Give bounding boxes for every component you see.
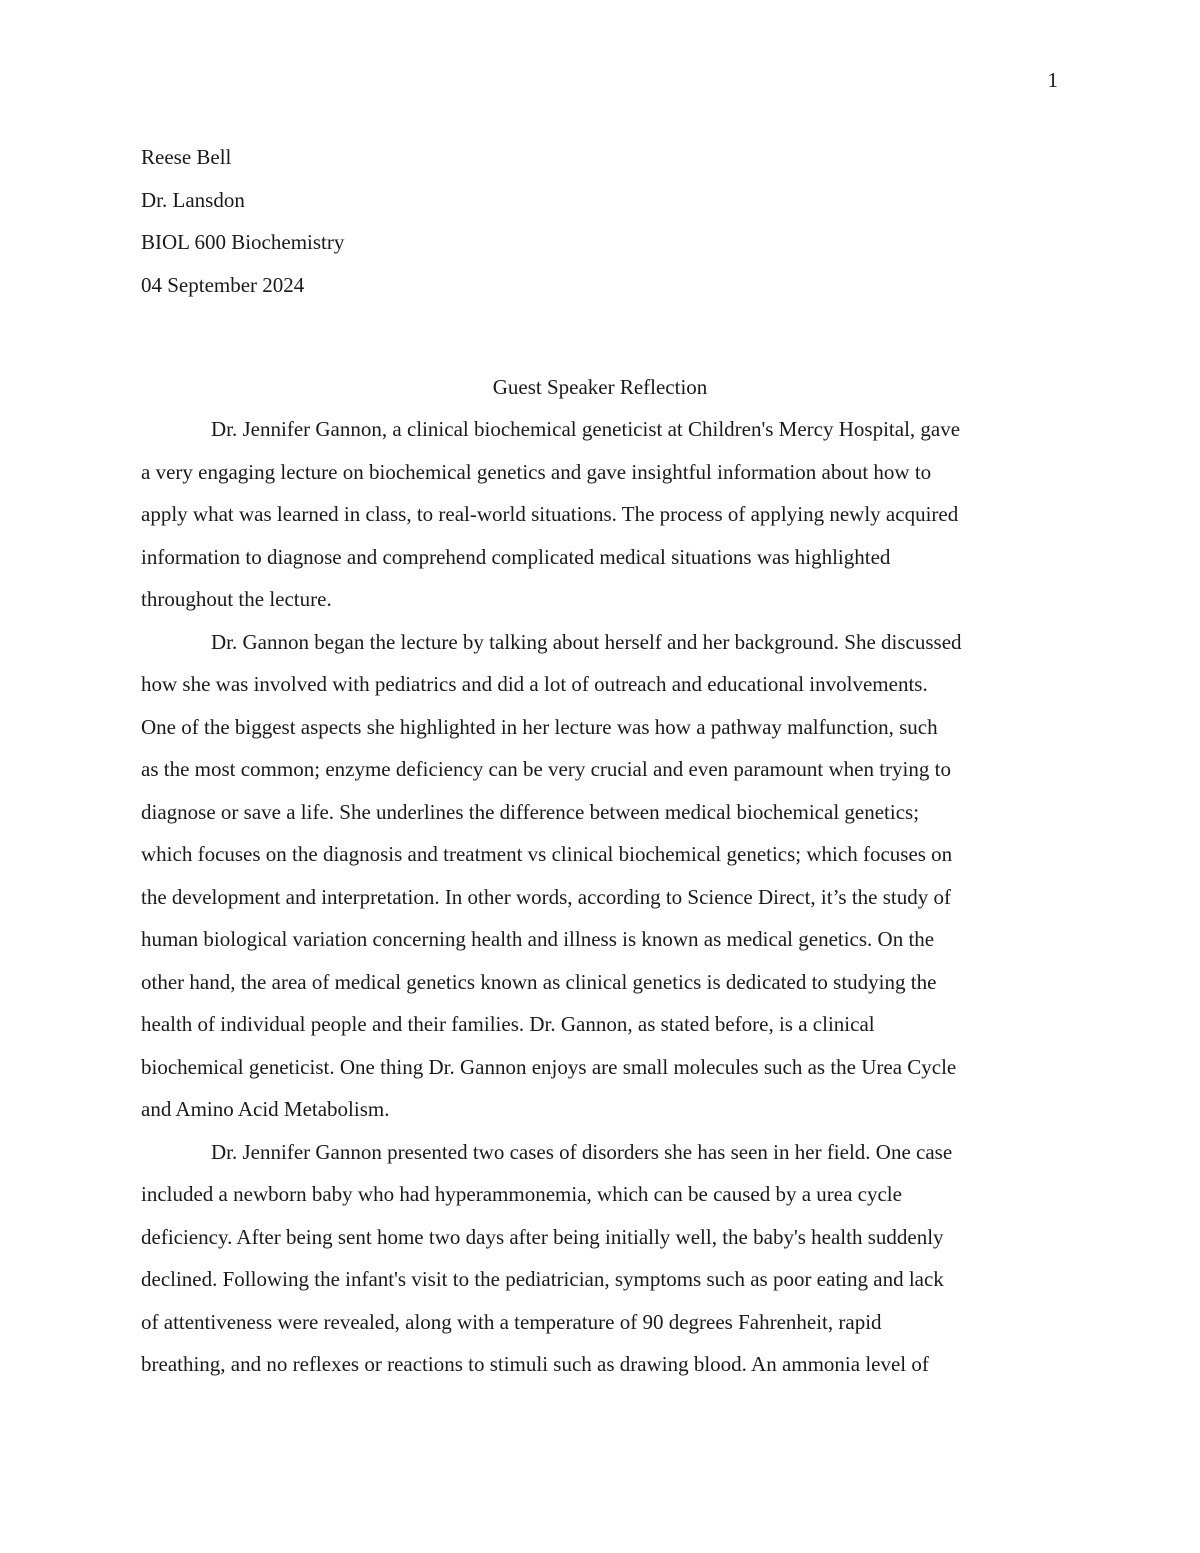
instructor-name: Dr. Lansdon xyxy=(141,187,245,212)
course-name: BIOL 600 Biochemistry xyxy=(141,230,345,254)
body-text-line: Dr. Jennifer Gannon, a clinical biochemical geneticist at Children's Mercy Hospital, gave xyxy=(211,417,961,441)
body-text-line: a very engaging lecture on biochemical genetics and gave insightful information about how to xyxy=(141,459,932,484)
page-number: 1 xyxy=(1047,68,1058,92)
body-text-line: biochemical geneticist. One thing Dr. Gannon enjoys are small molecules such as the Urea Cycle xyxy=(141,1054,957,1079)
body-text-line: diagnose or save a life. She underlines the difference between medical biochemical genetics; xyxy=(141,799,920,824)
body-text-line: apply what was learned in class, to real-world situations. The process of applying newly acquired xyxy=(141,502,959,526)
body-text-line: health of individual people and their families. Dr. Gannon, as stated before, is a clinical xyxy=(141,1012,875,1036)
body-text-line: how she was involved with pediatrics and did a lot of outreach and educational involvements. xyxy=(141,672,928,696)
body-text-line: included a newborn baby who had hyperammonemia, which can be caused by a urea cycle xyxy=(141,1182,902,1206)
body-text-line: One of the biggest aspects she highlighted in her lecture was how a pathway malfunction, such xyxy=(141,714,938,739)
document-title: Guest Speaker Reflection xyxy=(492,375,708,399)
document-body xyxy=(141,416,1081,1394)
document-date: 04 September 2024 xyxy=(141,272,305,297)
body-text-line: and Amino Acid Metabolism. xyxy=(141,1097,390,1121)
body-text-line: declined. Following the infant's visit to the pediatrician, symptoms such as poor eating and lack xyxy=(141,1267,944,1291)
body-text-line: information to diagnose and comprehend complicated medical situations was highlighted xyxy=(141,544,891,569)
body-text-line: throughout the lecture. xyxy=(141,587,332,611)
body-text-line: as the most common; enzyme deficiency can be very crucial and even paramount when trying to xyxy=(141,757,951,781)
body-text-line: of attentiveness were revealed, along with a temperature of 90 degrees Fahrenheit, rapid xyxy=(141,1309,882,1334)
body-text-line: Dr. Gannon began the lecture by talking about herself and her background. She discussed xyxy=(211,629,962,654)
body-text-line: other hand, the area of medical genetics known as clinical genetics is dedicated to studying the xyxy=(141,969,937,994)
body-text-line: human biological variation concerning health and illness is known as medical genetics. On the xyxy=(141,927,935,951)
body-text-line: Dr. Jennifer Gannon presented two cases of disorders she has seen in her field. One case xyxy=(211,1139,953,1164)
author-name: Reese Bell xyxy=(141,145,232,169)
body-text-line: the development and interpretation. In other words, according to Science Direct, it’s the study of xyxy=(141,884,952,909)
body-text-line: deficiency. After being sent home two days after being initially well, the baby's health suddenly xyxy=(141,1224,944,1249)
mla-header xyxy=(141,144,344,314)
body-text-line: breathing, and no reflexes or reactions to stimuli such as drawing blood. An ammonia level of xyxy=(141,1352,929,1376)
body-text-line: which focuses on the diagnosis and treatment vs clinical biochemical genetics; which focuses on xyxy=(141,842,953,866)
